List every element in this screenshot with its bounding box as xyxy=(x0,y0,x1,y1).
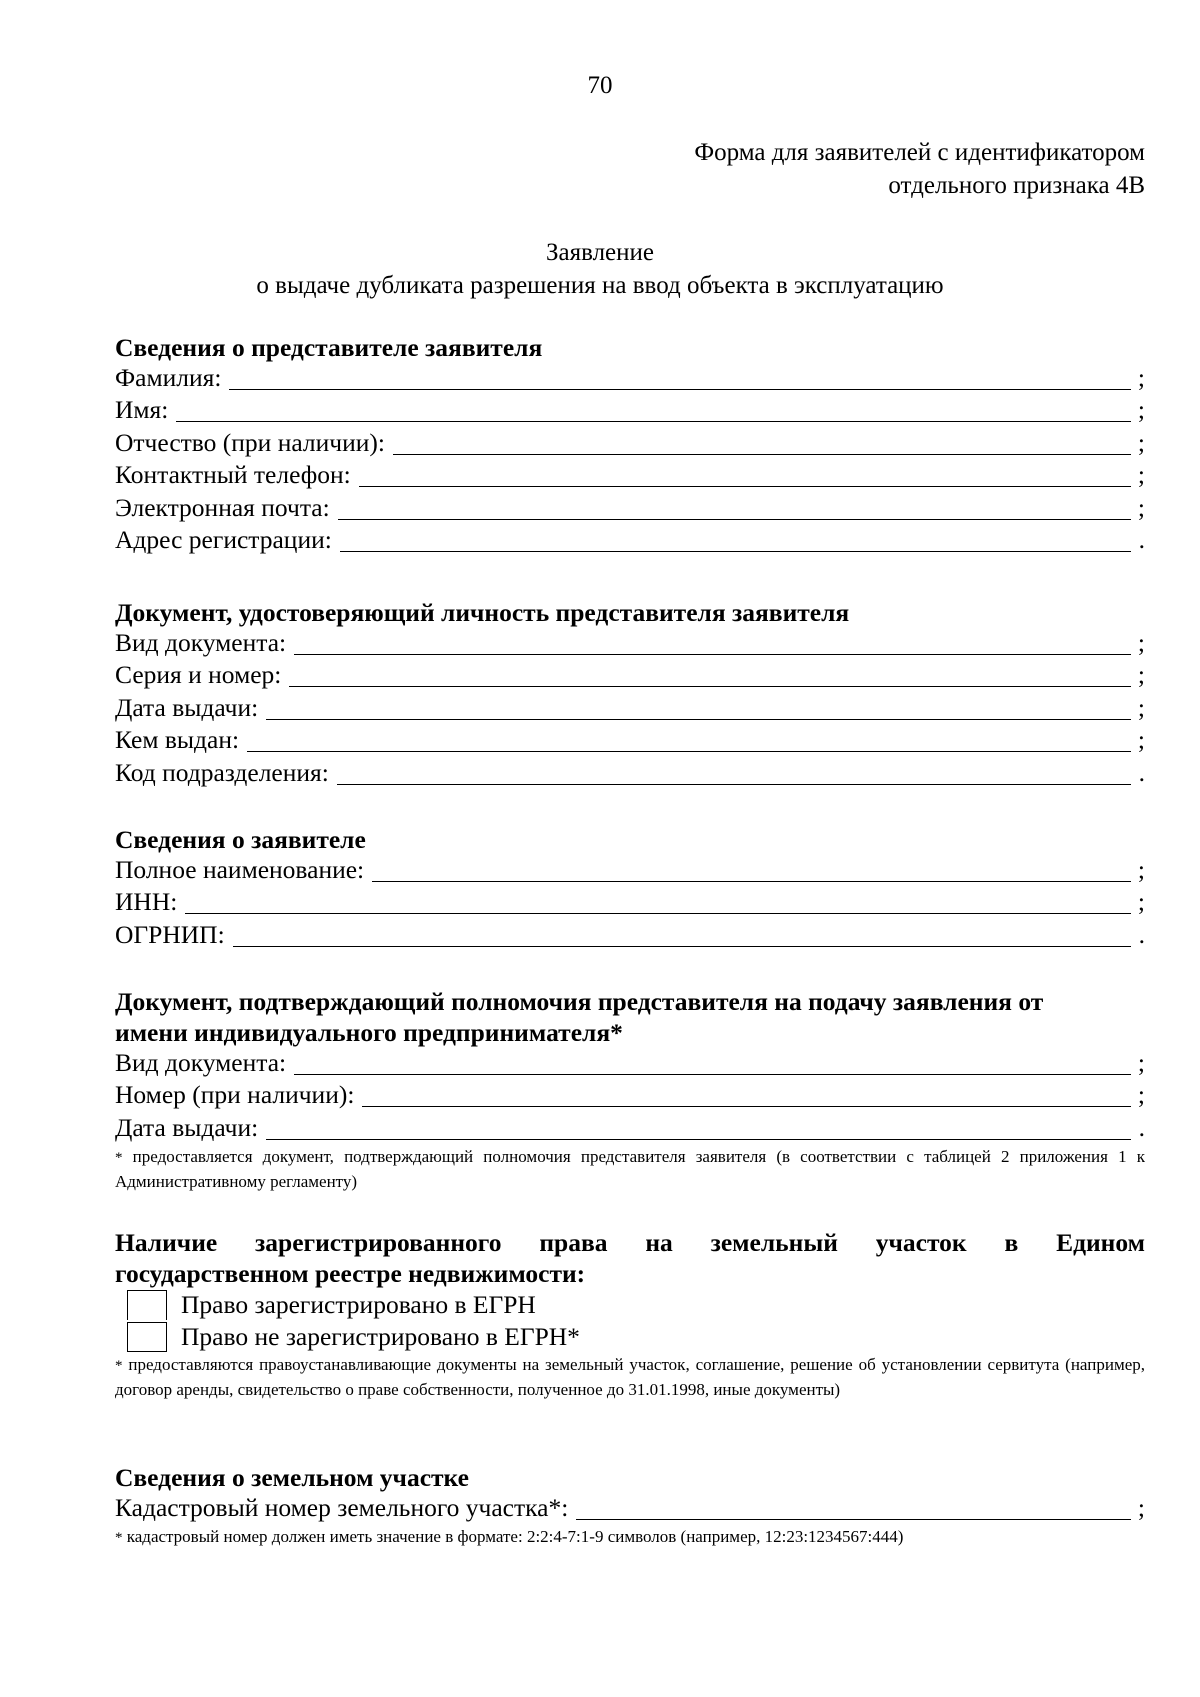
option-label: Право зарегистрировано в ЕГРН xyxy=(181,1290,536,1319)
surname-input-line[interactable] xyxy=(229,369,1131,390)
field-row-patronymic xyxy=(115,428,1145,460)
rights-section xyxy=(115,1227,1145,1402)
field-end-mark: ; xyxy=(1137,692,1145,722)
form-identifier xyxy=(585,136,1145,202)
footnote-text: кадастровый номер должен иметь значение в формате: 2:2:4-7:1-9 символов (например, 12:23:1234567:444) xyxy=(126,1527,904,1547)
field-row-name xyxy=(115,395,1145,427)
section-heading: Документ, удостоверяющий личность представителя заявителя xyxy=(115,598,850,627)
division-code-input-line[interactable] xyxy=(337,764,1131,785)
doc-type-input-line[interactable] xyxy=(294,634,1131,655)
field-label: Кадастровый номер земельного участка*: xyxy=(115,1493,569,1522)
field-label: Кем выдан: xyxy=(115,725,240,755)
right-not-registered-checkbox[interactable] xyxy=(127,1322,167,1352)
name-input-line[interactable] xyxy=(176,401,1131,422)
footnote-text: предоставляется документ, подтверждающий полномочия представителя заявителя (в соответствии с таблицей 2 приложения 1 к Административному регламенту) xyxy=(115,1147,1145,1192)
field-label: Вид документа: xyxy=(115,1048,287,1077)
inn-input-line[interactable] xyxy=(185,893,1131,914)
field-row-authority-number xyxy=(115,1080,1145,1112)
section-heading: Сведения о представителе заявителя xyxy=(115,333,543,362)
identity-document-section xyxy=(115,597,1145,790)
field-row-division-code xyxy=(115,758,1145,790)
authority-document-section xyxy=(115,986,1145,1194)
field-label: Дата выдачи: xyxy=(115,692,259,722)
footnote-text: предоставляются правоустанавливающие документы на земельный участок, соглашение, решение об установлении сервитута (например, договор аренды, свидетельство о праве собственности, полученное до 31.01.1998, иные документы) xyxy=(115,1355,1145,1399)
section-heading-line1: Наличие зарегистрированного права на земельный участок в Едином xyxy=(115,1228,1145,1257)
authority-footnote xyxy=(115,1145,1145,1194)
page-number: 70 xyxy=(587,72,613,99)
email-input-line[interactable] xyxy=(338,499,1131,520)
field-end-mark: ; xyxy=(1137,855,1145,884)
field-label: Серия и номер: xyxy=(115,660,282,690)
field-label: Фамилия: xyxy=(115,363,222,392)
address-input-line[interactable] xyxy=(340,531,1131,552)
field-label: Полное наименование: xyxy=(115,855,365,884)
field-label: Код подразделения: xyxy=(115,757,329,787)
field-row-phone xyxy=(115,460,1145,492)
section-heading-line2: государственном реестре недвижимости: xyxy=(115,1259,586,1288)
applicant-section xyxy=(115,824,1145,952)
field-end-mark: . xyxy=(1138,524,1145,554)
field-row-address xyxy=(115,525,1145,557)
ogrnip-input-line[interactable] xyxy=(233,926,1131,947)
document-title-line2: о выдаче дубликата разрешения на ввод объекта в эксплуатацию xyxy=(256,272,944,299)
section-heading-line2: имени индивидуального предпринимателя* xyxy=(115,1018,623,1047)
field-end-mark: ; xyxy=(1137,363,1145,392)
field-label: Имя: xyxy=(115,395,169,425)
cadastral-number-input-line[interactable] xyxy=(576,1499,1131,1520)
form-identifier-line2: отдельного признака 4В xyxy=(888,172,1145,199)
field-end-mark: ; xyxy=(1137,660,1145,690)
field-end-mark: ; xyxy=(1137,725,1145,755)
field-label: Отчество (при наличии): xyxy=(115,427,385,457)
field-label: Вид документа: xyxy=(115,628,287,657)
field-end-mark: ; xyxy=(1137,887,1145,917)
field-label: ОГРНИП: xyxy=(115,919,225,949)
field-end-mark: . xyxy=(1138,919,1145,949)
field-label: Дата выдачи: xyxy=(115,1112,259,1142)
section-heading: Сведения о заявителе xyxy=(115,825,366,854)
option-label: Право не зарегистрировано в ЕГРН* xyxy=(181,1322,580,1351)
issue-date-input-line[interactable] xyxy=(266,699,1131,720)
field-end-mark: ; xyxy=(1137,1048,1145,1077)
field-label: Адрес регистрации: xyxy=(115,524,332,554)
option-right-registered xyxy=(127,1289,1145,1321)
field-row-series-number xyxy=(115,660,1145,692)
field-row-email xyxy=(115,493,1145,525)
field-row-issued-by xyxy=(115,725,1145,757)
right-registered-checkbox[interactable] xyxy=(127,1290,167,1320)
rights-footnote xyxy=(115,1353,1145,1402)
field-row-cadastral-number xyxy=(115,1493,1145,1525)
option-right-not-registered xyxy=(127,1321,1145,1353)
authority-date-input-line[interactable] xyxy=(266,1119,1131,1140)
patronymic-input-line[interactable] xyxy=(393,434,1131,455)
field-row-authority-doc-type xyxy=(115,1048,1145,1080)
authority-doc-type-input-line[interactable] xyxy=(294,1054,1131,1075)
footnote-star: * xyxy=(115,1150,123,1167)
field-label: Электронная почта: xyxy=(115,492,330,522)
field-row-full-name xyxy=(115,855,1145,887)
field-label: ИНН: xyxy=(115,887,178,917)
field-row-doc-type xyxy=(115,628,1145,660)
field-end-mark: ; xyxy=(1137,395,1145,425)
field-row-surname xyxy=(115,363,1145,395)
field-row-authority-date xyxy=(115,1113,1145,1145)
authority-number-input-line[interactable] xyxy=(362,1086,1131,1107)
field-end-mark: ; xyxy=(1137,492,1145,522)
full-name-input-line[interactable] xyxy=(372,861,1131,882)
field-end-mark: ; xyxy=(1137,1080,1145,1110)
form-identifier-line1: Форма для заявителей с идентификатором xyxy=(694,139,1145,166)
issued-by-input-line[interactable] xyxy=(247,731,1131,752)
footnote-star: * xyxy=(115,1358,123,1374)
field-row-inn xyxy=(115,887,1145,919)
field-row-issue-date xyxy=(115,693,1145,725)
cadastral-footnote xyxy=(115,1525,1145,1550)
section-heading-line1: Документ, подтверждающий полномочия представителя на подачу заявления от xyxy=(115,987,1044,1016)
field-label: Контактный телефон: xyxy=(115,460,351,490)
field-end-mark: ; xyxy=(1137,628,1145,657)
field-end-mark: ; xyxy=(1137,427,1145,457)
field-end-mark: ; xyxy=(1137,1493,1145,1522)
field-end-mark: . xyxy=(1138,757,1145,787)
field-end-mark: ; xyxy=(1137,460,1145,490)
phone-input-line[interactable] xyxy=(359,466,1131,487)
field-label: Номер (при наличии): xyxy=(115,1080,355,1110)
representative-section xyxy=(115,332,1145,557)
document-title xyxy=(0,236,1200,302)
section-heading: Сведения о земельном участке xyxy=(115,1463,469,1492)
field-end-mark: . xyxy=(1138,1112,1145,1142)
field-row-ogrnip xyxy=(115,920,1145,952)
document-title-line1: Заявление xyxy=(545,239,655,266)
footnote-star: * xyxy=(115,1530,123,1547)
series-number-input-line[interactable] xyxy=(289,666,1131,687)
land-plot-section xyxy=(115,1462,1145,1550)
